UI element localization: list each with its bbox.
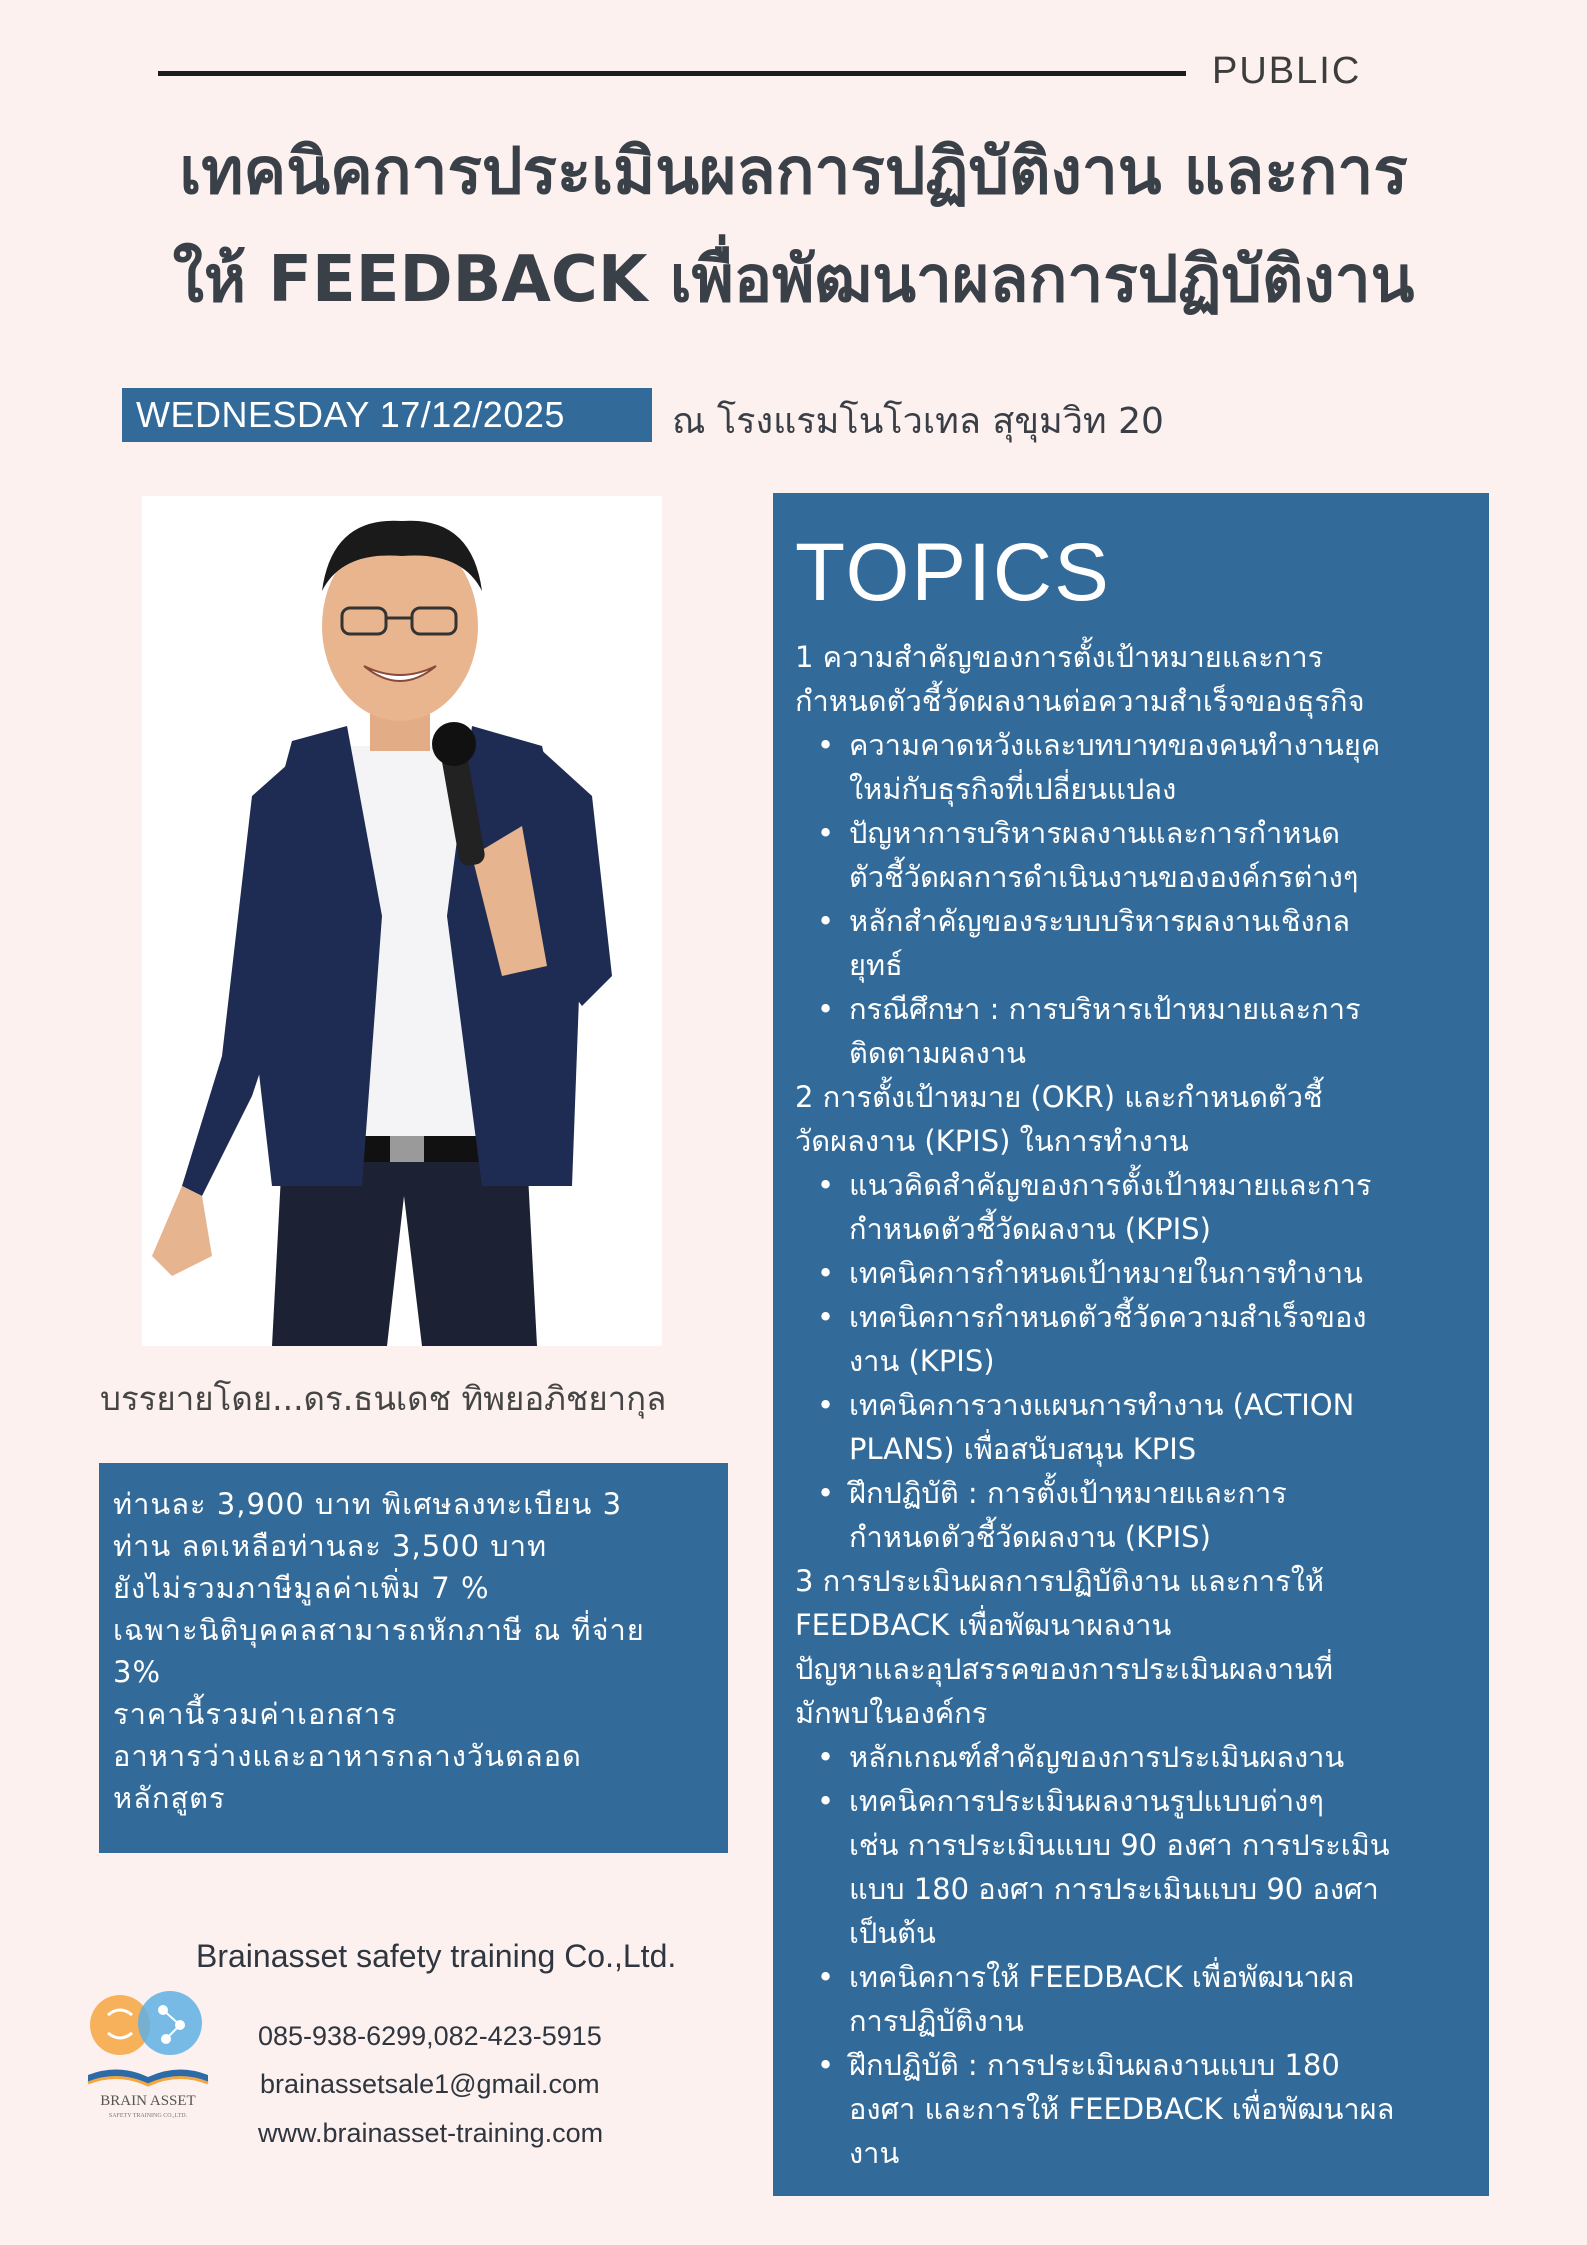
topic-bullet-line: หลักเกณฑ์สำคัญของการประเมินผลงาน <box>849 1740 1345 1774</box>
topic-bullet-list <box>795 1163 1467 1559</box>
contact-email: brainassetsale1@gmail.com <box>260 2069 600 2099</box>
bullet-dot-icon: • <box>817 1784 835 1818</box>
bullet-dot-icon: • <box>817 1476 835 1510</box>
topic-bullet-line: เทคนิคการกำหนดเป้าหมายในการทำงาน <box>849 1256 1363 1290</box>
topic-heading-line: กำหนดตัวชี้วัดผลงานต่อความสำเร็จของธุรกิจ <box>795 684 1365 718</box>
topic-bullet-line: เทคนิคการให้ FEEDBACK เพื่อพัฒนาผล <box>849 1960 1355 1994</box>
topic-bullet-line: PLANS) เพื่อสนับสนุน KPIS <box>849 1432 1197 1466</box>
topics-body <box>795 635 1467 2175</box>
bullet-dot-icon: • <box>817 1960 835 1994</box>
topic-bullet-line: ตัวชี้วัดผลการดำเนินงานขององค์กรต่างๆ <box>849 860 1359 894</box>
logo-subtext: SAFETY TRAINING CO.,LTD. <box>108 2113 188 2119</box>
price-line: ท่าน ลดเหลือท่านละ 3,500 บาท <box>113 1529 548 1563</box>
topic-bullet-line: งาน (KPIS) <box>849 1344 995 1378</box>
bullet-dot-icon: • <box>817 904 835 938</box>
event-venue: ณ โรงแรมโนโวเทล สุขุมวิท 20 <box>672 401 1164 442</box>
topic-heading-line: ปัญหาและอุปสรรคของการประเมินผลงานที่ <box>795 1652 1334 1686</box>
topics-panel <box>773 493 1489 2196</box>
topic-bullet-line: แนวคิดสำคัญของการตั้งเป้าหมายและการ <box>849 1168 1372 1202</box>
topic-bullet-line: ฝึกปฏิบัติ : การประเมินผลงานแบบ 180 <box>849 2048 1340 2082</box>
topic-bullet-item <box>795 899 1467 987</box>
topic-bullet-item <box>795 1383 1467 1471</box>
company-logo <box>68 1975 228 2125</box>
bullet-dot-icon: • <box>817 1300 835 1334</box>
topic-bullet-line: กำหนดตัวชี้วัดผลงาน (KPIS) <box>849 1520 1211 1554</box>
topic-bullet-line: เทคนิคการกำหนดตัวชี้วัดความสำเร็จของ <box>849 1300 1367 1334</box>
bullet-dot-icon: • <box>817 816 835 850</box>
bullet-dot-icon: • <box>817 1168 835 1202</box>
topic-bullet-line: กำหนดตัวชี้วัดผลงาน (KPIS) <box>849 1212 1211 1246</box>
speaker-illustration <box>142 496 662 1346</box>
topic-bullet-item <box>795 1251 1467 1295</box>
topic-bullet-line: ความคาดหวังและบทบาทของคนทำงานยุค <box>849 728 1381 762</box>
bullet-dot-icon: • <box>817 1740 835 1774</box>
brain-book-logo-icon <box>68 1975 228 2125</box>
price-info-box <box>99 1463 728 1853</box>
topic-heading-line: 1 ความสำคัญของการตั้งเป้าหมายและการ <box>795 640 1324 674</box>
price-line: เฉพาะนิติบุคคลสามารถหักภาษี ณ ที่จ่าย <box>113 1613 645 1647</box>
price-line: อาหารว่างและอาหารกลางวันตลอด <box>113 1739 582 1773</box>
bullet-dot-icon: • <box>817 728 835 762</box>
topic-bullet-item <box>795 1735 1467 1779</box>
page-title <box>30 118 1557 334</box>
event-date-badge: WEDNESDAY 17/12/2025 <box>122 388 652 442</box>
topic-bullet-line: การปฏิบัติงาน <box>849 2004 1024 2038</box>
topic-bullet-line: แบบ 180 องศา การประเมินแบบ 90 องศา <box>849 1872 1379 1906</box>
bullet-dot-icon: • <box>817 1388 835 1422</box>
topic-bullet-line: หลักสำคัญของระบบบริหารผลงานเชิงกล <box>849 904 1350 938</box>
speaker-photo <box>142 496 662 1346</box>
company-name: Brainasset safety training Co.,Ltd. <box>196 1938 677 1974</box>
topic-bullet-line: เช่น การประเมินแบบ 90 องศา การประเมิน <box>849 1828 1390 1862</box>
logo-wordmark: BRAIN ASSET <box>100 2093 196 2109</box>
public-label: PUBLIC <box>1212 50 1362 92</box>
topic-heading-line: 3 การประเมินผลการปฏิบัติงาน และการให้ <box>795 1564 1325 1598</box>
title-line-1: เทคนิคการประเมินผลการปฏิบัติงาน และการ <box>179 135 1408 209</box>
topic-bullet-item <box>795 987 1467 1075</box>
topic-bullet-item <box>795 1471 1467 1559</box>
topic-bullet-list <box>795 1735 1467 2175</box>
topic-bullet-line: ฝึกปฏิบัติ : การตั้งเป้าหมายและการ <box>849 1476 1287 1510</box>
topic-bullet-line: กรณีศึกษา : การบริหารเป้าหมายและการ <box>849 992 1361 1026</box>
topic-section <box>795 1075 1467 1559</box>
bullet-dot-icon: • <box>817 1256 835 1290</box>
topic-bullet-list <box>795 723 1467 1075</box>
topic-bullet-line: เทคนิคการประเมินผลงานรูปแบบต่างๆ <box>849 1784 1324 1818</box>
topic-bullet-item <box>795 811 1467 899</box>
topic-bullet-item <box>795 1295 1467 1383</box>
topic-section <box>795 635 1467 1075</box>
contact-website: www.brainasset-training.com <box>258 2118 604 2148</box>
topic-bullet-item <box>795 1955 1467 2043</box>
topic-heading-line: วัดผลงาน (KPIS) ในการทำงาน <box>795 1124 1189 1158</box>
topic-bullet-line: เป็นต้น <box>849 1916 936 1950</box>
price-line: ยังไม่รวมภาษีมูลค่าเพิ่ม 7 % <box>113 1571 490 1605</box>
topic-bullet-line: ยุทธ์ <box>849 948 903 982</box>
topic-heading-line: 2 การตั้งเป้าหมาย (OKR) และกำหนดตัวชี้ <box>795 1080 1323 1114</box>
topic-heading-line: มักพบในองค์กร <box>795 1696 988 1730</box>
title-line-2: ให้ FEEDBACK เพื่อพัฒนาผลการปฏิบัติงาน <box>172 243 1415 317</box>
topic-bullet-line: เทคนิคการวางแผนการทำงาน (ACTION <box>849 1388 1355 1422</box>
topic-heading-line: FEEDBACK เพื่อพัฒนาผลงาน <box>795 1608 1172 1642</box>
price-line: ท่านละ 3,900 บาท พิเศษลงทะเบียน 3 <box>113 1487 623 1521</box>
topic-section <box>795 1559 1467 2175</box>
topic-bullet-line: ติดตามผลงาน <box>849 1036 1026 1070</box>
topic-bullet-item <box>795 2043 1467 2175</box>
topic-bullet-line: ปัญหาการบริหารผลงานและการกำหนด <box>849 816 1341 850</box>
topic-bullet-item <box>795 1163 1467 1251</box>
price-line: ราคานี้รวมค่าเอกสาร <box>113 1697 398 1731</box>
contact-phone: 085-938-6299,082-423-5915 <box>258 2021 602 2051</box>
topics-title: TOPICS <box>795 527 1111 618</box>
lecturer-name: บรรยายโดย...ดร.ธนเดช ทิพยอภิชยากุล <box>100 1379 667 1418</box>
price-line: หลักสูตร <box>113 1781 226 1815</box>
topic-bullet-line: งาน <box>849 2136 900 2170</box>
bullet-dot-icon: • <box>817 992 835 1026</box>
header-rule <box>158 71 1186 76</box>
topic-bullet-item <box>795 1779 1467 1955</box>
topic-bullet-item <box>795 723 1467 811</box>
price-line: 3% <box>113 1655 162 1689</box>
topic-bullet-line: ใหม่กับธุรกิจที่เปลี่ยนแปลง <box>849 772 1177 806</box>
bullet-dot-icon: • <box>817 2048 835 2082</box>
topic-bullet-line: องศา และการให้ FEEDBACK เพื่อพัฒนาผล <box>849 2092 1395 2126</box>
